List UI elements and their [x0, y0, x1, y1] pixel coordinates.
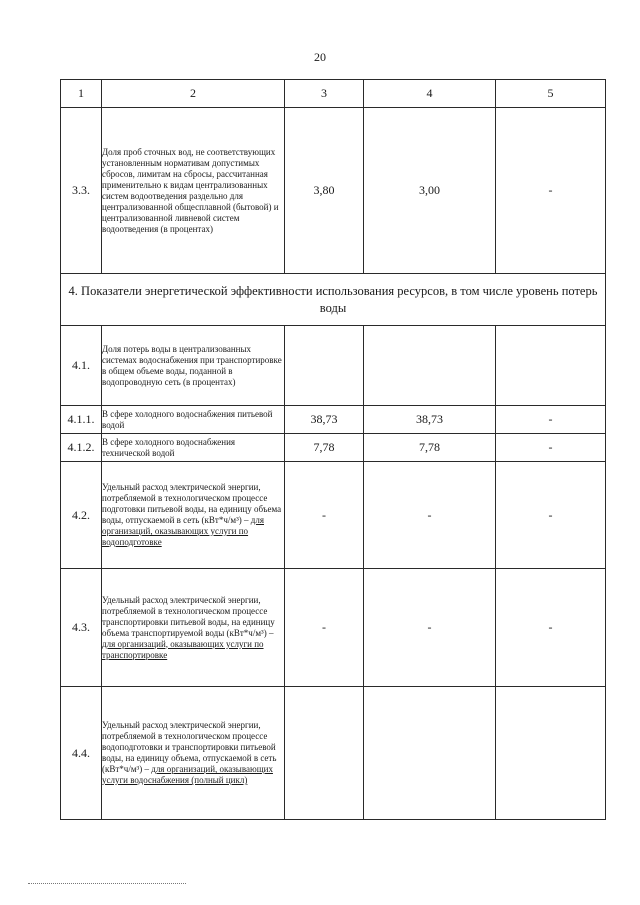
value-col-5: - — [496, 462, 606, 569]
value-col-3: 7,78 — [285, 434, 364, 462]
table-row — [61, 406, 606, 434]
value-col-4: 38,73 — [364, 406, 496, 434]
indicators-table — [60, 79, 606, 820]
row-description: В сфере холодного водоснабжения технической водой — [102, 434, 285, 462]
header-col-5: 5 — [496, 80, 606, 108]
row-number: 4.2. — [61, 462, 102, 569]
header-col-4: 4 — [364, 80, 496, 108]
row-description-text: Удельный расход электрической энергии, потребляемой в технологическом процессе транспортировки питьевой воды, на единицу объема транспортируемой воды (кВт*ч/м³) – — [102, 594, 275, 638]
value-col-3: - — [285, 462, 364, 569]
value-col-5: - — [496, 406, 606, 434]
value-col-3 — [285, 326, 364, 406]
table-header-row — [61, 80, 606, 108]
value-col-5: - — [496, 108, 606, 274]
row-number: 4.3. — [61, 569, 102, 687]
row-description-underlined: для организаций, оказывающих услуги по транспортировке — [102, 638, 264, 660]
value-col-4: - — [364, 462, 496, 569]
header-col-1: 1 — [61, 80, 102, 108]
value-col-3: - — [285, 569, 364, 687]
row-description: Доля потерь воды в централизованных системах водоснабжения при транспортировке в общем объеме воды, поданной в водопроводную сеть (в процентах) — [102, 326, 285, 406]
row-description — [102, 569, 285, 687]
value-col-4: - — [364, 569, 496, 687]
header-col-3: 3 — [285, 80, 364, 108]
table-row — [61, 326, 606, 406]
row-description-text: Удельный расход электрической энергии, потребляемой в технологическом процессе водоподготовки и транспортировки питьевой воды, на единицу объема, отпускаемой в сеть (кВт*ч/м³) – — [102, 720, 277, 774]
value-col-5 — [496, 326, 606, 406]
row-description — [102, 687, 285, 820]
value-col-5: - — [496, 569, 606, 687]
value-col-3: 3,80 — [285, 108, 364, 274]
table-row — [61, 434, 606, 462]
row-description — [102, 462, 285, 569]
row-number: 4.4. — [61, 687, 102, 820]
row-number: 3.3. — [61, 108, 102, 274]
row-description-text: Удельный расход электрической энергии, потребляемой в технологическом процессе подготовки питьевой воды, на единицу объема воды, отпускаемой в сеть (кВт*ч/м³) – — [102, 482, 282, 525]
row-number: 4.1. — [61, 326, 102, 406]
row-description: Доля проб сточных вод, не соответствующих установленным нормативам допустимых сбросов, лимитам на сбросы, рассчитанная применительно к видам централизованных систем водоотведения раздельно для централизованной общесплавной (бытовой) и централизованной ливневой систем водоотведения (в процентах) — [102, 108, 285, 274]
table-row — [61, 108, 606, 274]
section-heading-row — [61, 274, 606, 326]
section-4-title: 4. Показатели энергетической эффективности использования ресурсов, в том числе уровень потерь воды — [61, 274, 606, 326]
value-col-5 — [496, 687, 606, 820]
table-row — [61, 687, 606, 820]
row-description: В сфере холодного водоснабжения питьевой водой — [102, 406, 285, 434]
row-number: 4.1.2. — [61, 434, 102, 462]
value-col-4: 3,00 — [364, 108, 496, 274]
page-number: 20 — [314, 50, 326, 64]
table-row — [61, 462, 606, 569]
value-col-4 — [364, 326, 496, 406]
value-col-3: 38,73 — [285, 406, 364, 434]
value-col-4: 7,78 — [364, 434, 496, 462]
value-col-5: - — [496, 434, 606, 462]
value-col-3 — [285, 687, 364, 820]
row-description-underlined: для организаций, оказывающих услуги по водоподготовке — [102, 515, 264, 547]
row-number: 4.1.1. — [61, 406, 102, 434]
table-row — [61, 569, 606, 687]
footer-rule — [28, 883, 186, 884]
row-description-underlined: для организаций, оказывающих услуги водоснабжения (полный цикл) — [102, 764, 273, 785]
value-col-4 — [364, 687, 496, 820]
header-col-2: 2 — [102, 80, 285, 108]
